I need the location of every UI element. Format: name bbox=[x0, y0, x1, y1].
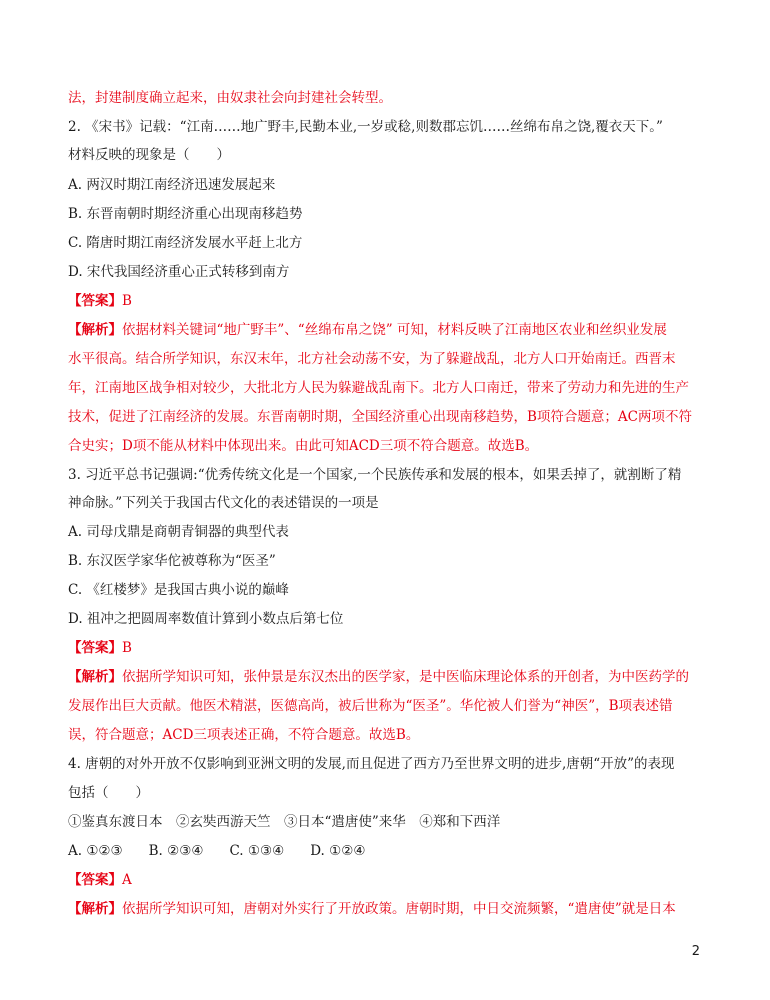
q2-option-c: C. 隋唐时期江南经济发展水平赶上北方 bbox=[68, 235, 303, 251]
q4-option-c: C. ①③④ bbox=[229, 843, 285, 859]
q3-answer bbox=[68, 639, 708, 657]
answer-tag: 【答案】 bbox=[68, 872, 122, 888]
q4-option-b: B. ②③④ bbox=[148, 843, 204, 859]
q3-analysis-text-1: 依据所学知识可知，张仲景是东汉杰出的医学家，是中医临床理论体系的开创者，为中医药学的 bbox=[122, 669, 689, 685]
q4-stem-line-1: 4. 唐朝的对外开放不仅影响到亚洲文明的发展,而且促进了西方乃至世界文明的进步,唐朝“开放”的表现 bbox=[68, 756, 675, 772]
q2-analysis-line-4: 技术，促进了江南经济的发展。东晋南朝时期，全国经济重心出现南移趋势，B项符合题意；AC两项不符 bbox=[68, 409, 692, 425]
analysis-tag: 【解析】 bbox=[68, 901, 122, 917]
q2-analysis-text-1: 依据材料关键词“地广野丰”、“丝绵布帛之饶” 可知，材料反映了江南地区农业和丝织业发展 bbox=[122, 322, 667, 338]
q3-option-c: C. 《红楼梦》是我国古典小说的巅峰 bbox=[68, 582, 289, 598]
analysis-tag: 【解析】 bbox=[68, 669, 122, 685]
q3-option-d: D. 祖冲之把圆周率数值计算到小数点后第七位 bbox=[68, 611, 344, 627]
q4-options-row bbox=[68, 842, 708, 860]
q3-analysis-line-3: 误，符合题意；ACD三项表述正确，不符合题意。故选B。 bbox=[68, 727, 420, 743]
q4-stem-line-2: 包括（ ） bbox=[68, 785, 149, 801]
page-number: 2 bbox=[691, 944, 700, 959]
q3-option-a: A. 司母戊鼎是商朝青铜器的典型代表 bbox=[68, 524, 289, 540]
analysis-tag: 【解析】 bbox=[68, 322, 122, 338]
q4-option-a: A. ①②③ bbox=[68, 843, 123, 859]
q4-answer-value: A bbox=[122, 872, 132, 888]
q2-analysis-line-5: 合史实；D项不能从材料中体现出来。由此可知ACD三项不符合题意。故选B。 bbox=[68, 438, 539, 454]
q4-items: ①鉴真东渡日本 ②玄奘西游天竺 ③日本“遣唐使”来华 ④郑和下西洋 bbox=[68, 814, 501, 830]
q3-stem-line-1: 3. 习近平总书记强调:“优秀传统文化是一个国家,一个民族传承和发展的根本，如果丢掉了，就割断了精 bbox=[68, 467, 682, 483]
q4-option-d: D. ①②④ bbox=[310, 843, 366, 859]
q2-answer-value: B bbox=[122, 293, 132, 309]
answer-tag: 【答案】 bbox=[68, 293, 122, 309]
q3-answer-value: B bbox=[122, 640, 132, 656]
q3-stem-line-2: 神命脉。”下列关于我国古代文化的表述错误的一项是 bbox=[68, 495, 379, 511]
q1-analysis-tail: 法，封建制度确立起来，由奴隶社会向封建社会转型。 bbox=[68, 90, 392, 106]
q4-answer bbox=[68, 871, 708, 889]
q4-analysis-text-1: 依据所学知识可知，唐朝对外实行了开放政策。唐朝时期，中日交流频繁，“遣唐使”就是日本 bbox=[122, 901, 676, 917]
q3-analysis-line-1 bbox=[68, 668, 708, 686]
q3-option-b: B. 东汉医学家华佗被尊称为“医圣” bbox=[68, 553, 276, 569]
q4-analysis-line-1 bbox=[68, 900, 708, 918]
q2-option-a: A. 两汉时期江南经济迅速发展起来 bbox=[68, 177, 276, 193]
q2-option-d: D. 宋代我国经济重心正式转移到南方 bbox=[68, 264, 290, 280]
q2-stem-line-2: 材料反映的现象是（ ） bbox=[68, 147, 230, 163]
q2-analysis-line-2: 水平很高。结合所学知识，东汉末年，北方社会动荡不安，为了躲避战乱，北方人口开始南迁。西晋末 bbox=[68, 351, 676, 367]
answer-tag: 【答案】 bbox=[68, 640, 122, 656]
q2-option-b: B. 东晋南朝时期经济重心出现南移趋势 bbox=[68, 206, 303, 222]
q2-stem-line-1: 2. 《宋书》记载：“江南……地广野丰,民勤本业,一岁或稔,则数郡忘饥……丝绵布帛之饶,覆衣天下。” bbox=[68, 119, 663, 135]
q2-analysis-line-3: 年，江南地区战争相对较少，大批北方人民为躲避战乱南下。北方人口南迁，带来了劳动力和先进的生产 bbox=[68, 380, 689, 396]
q3-analysis-line-2: 发展作出巨大贡献。他医术精湛，医德高尚，被后世称为“医圣”。华佗被人们誉为“神医”，B项表述错 bbox=[68, 698, 673, 714]
q2-analysis-line-1 bbox=[68, 321, 708, 339]
q2-answer bbox=[68, 292, 708, 310]
